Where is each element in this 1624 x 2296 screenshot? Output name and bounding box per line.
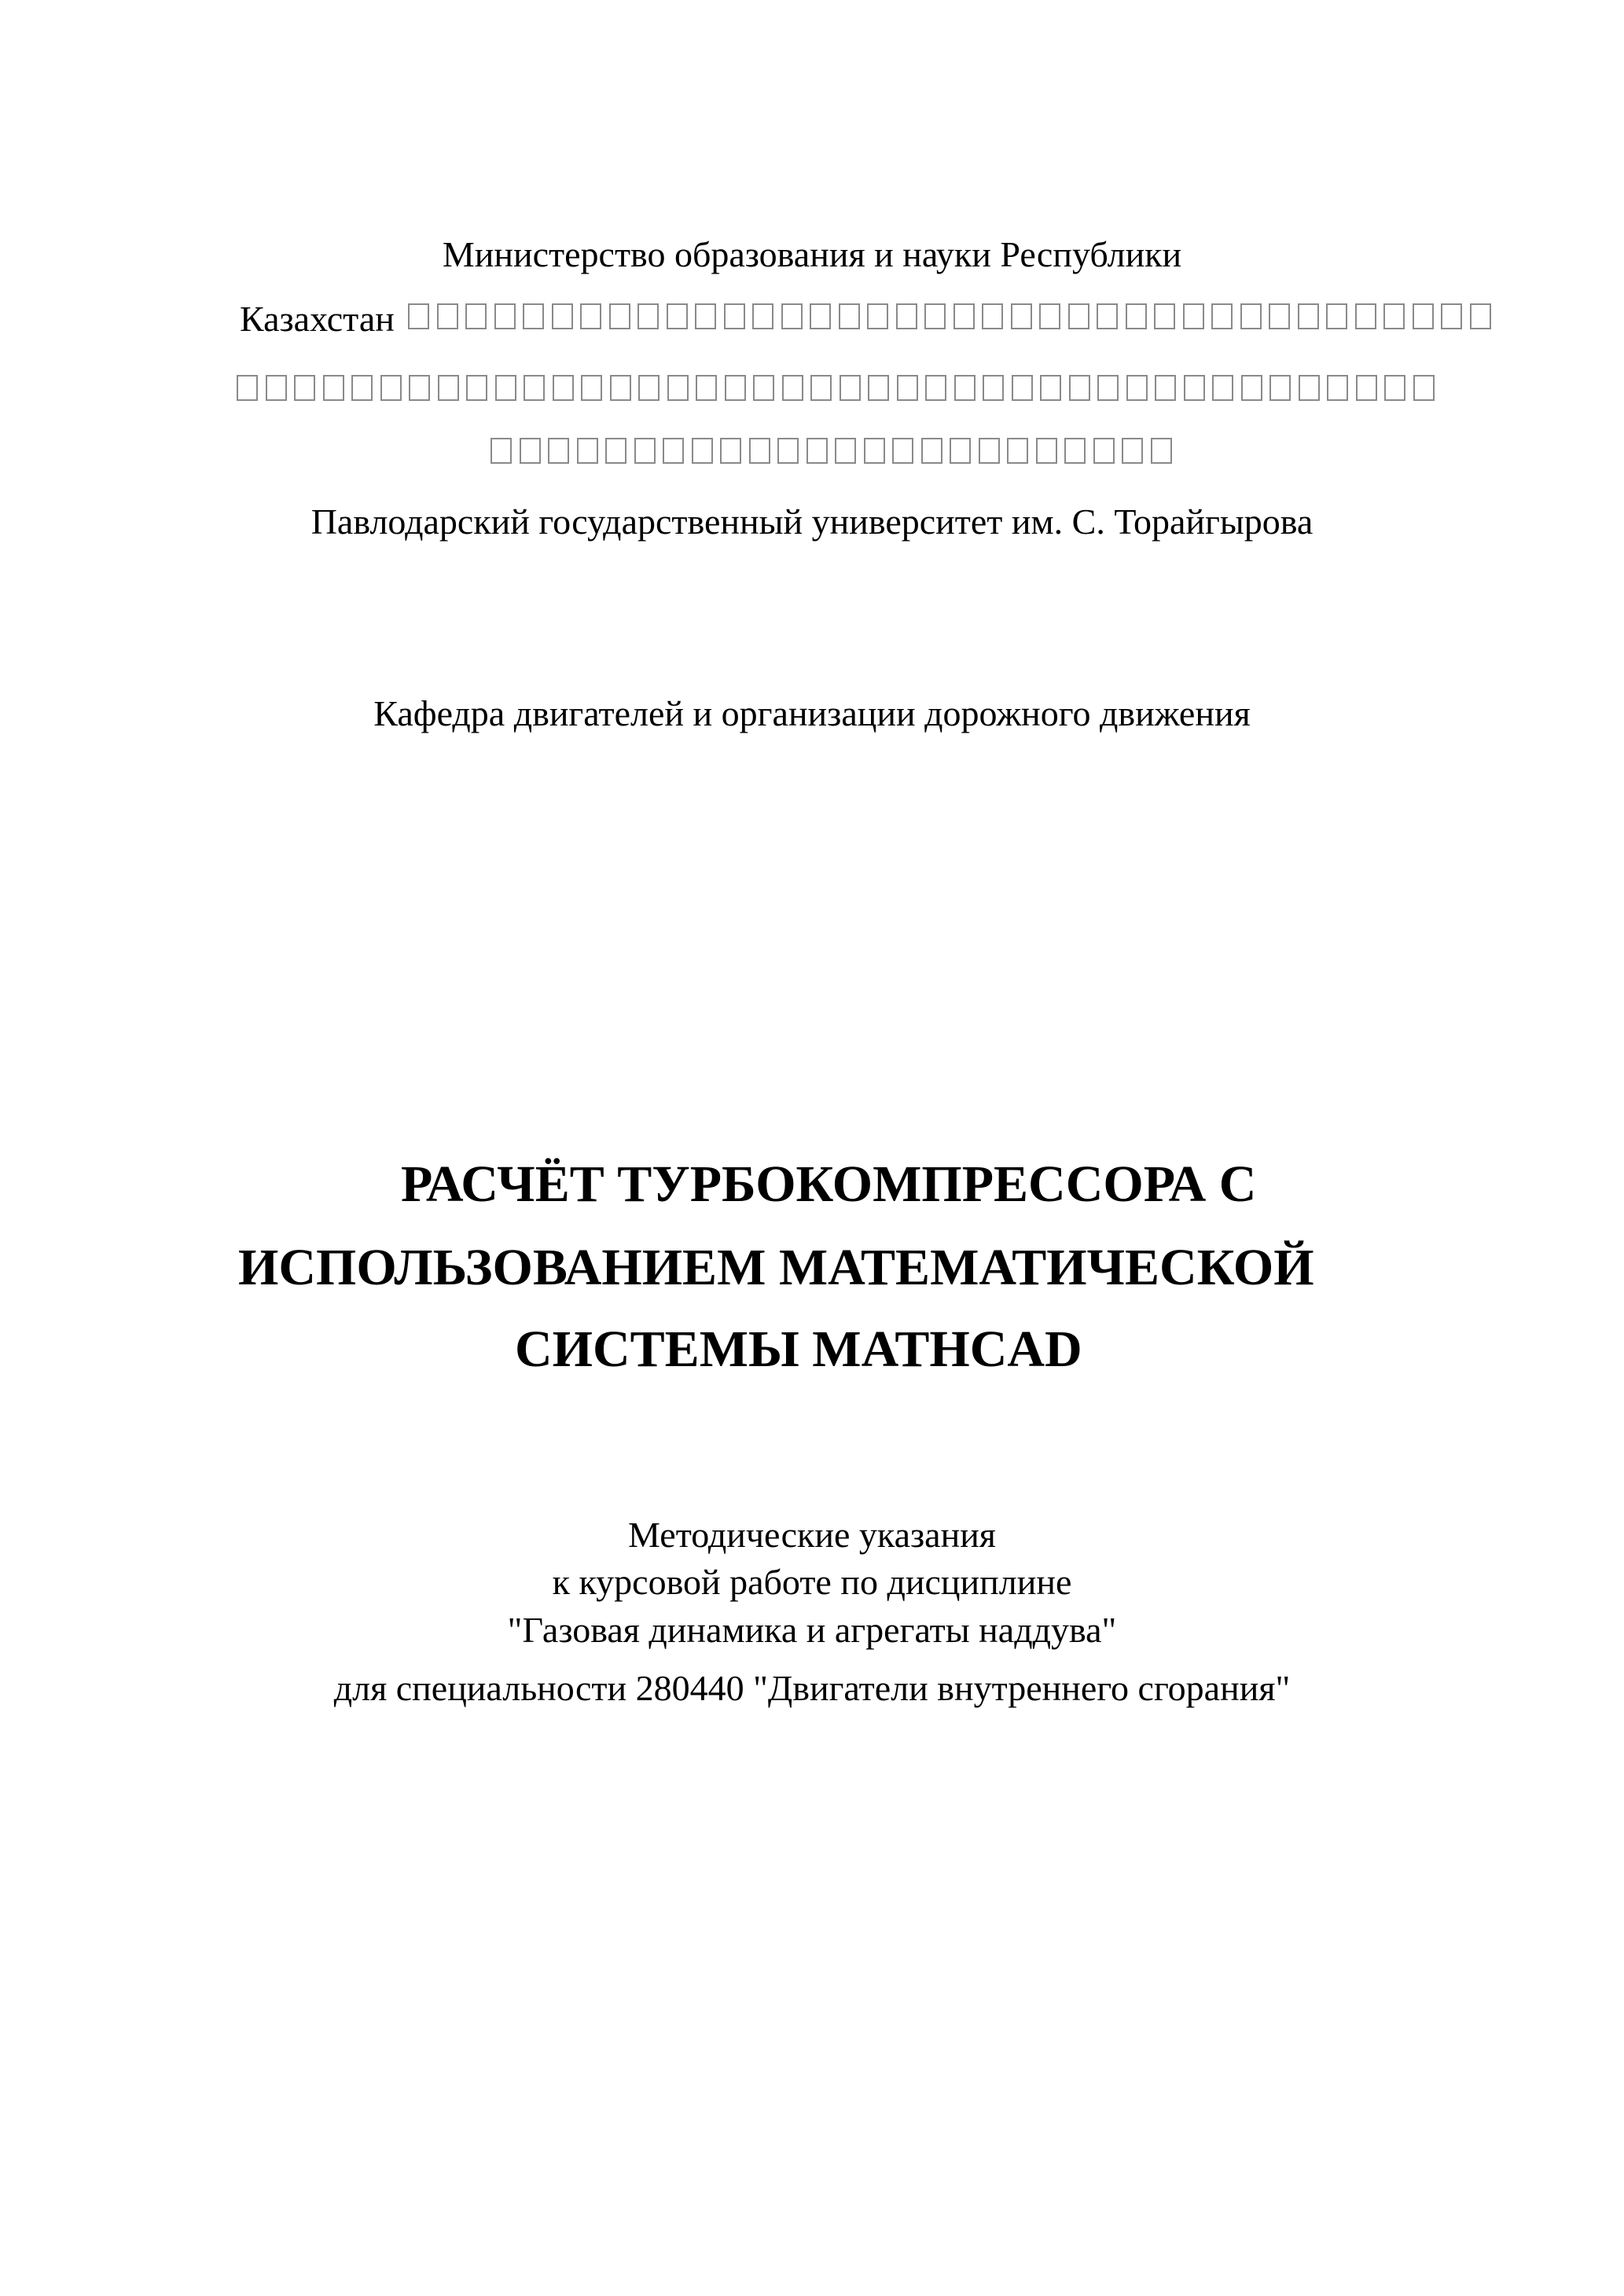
missing-glyph-box (1069, 375, 1090, 401)
missing-glyph-box (491, 438, 512, 464)
missing-glyph-box (864, 438, 885, 464)
missing-glyph-box (610, 375, 631, 401)
missing-glyph-box (523, 303, 544, 329)
missing-glyph-box (810, 303, 831, 329)
missing-glyph-box (1184, 375, 1205, 401)
department-name: Кафедра двигателей и организации дорожного движения (373, 693, 1251, 733)
missing-glyph-box (724, 303, 745, 329)
missing-glyph-box (1126, 375, 1148, 401)
missing-glyph-box (1126, 303, 1147, 329)
missing-glyph-box (867, 303, 888, 329)
missing-glyph-box (1212, 375, 1233, 401)
subtitle-line-2: к курсовой работе по дисциплине (552, 1562, 1072, 1602)
missing-glyph-box (835, 438, 856, 464)
missing-glyph-box (1097, 375, 1119, 401)
university-name: Павлодарский государственный университет им. С. Торайгырова (310, 501, 1314, 542)
missing-glyph-box (1327, 375, 1348, 401)
missing-glyph-box (806, 438, 828, 464)
missing-glyph-box (323, 375, 344, 401)
subtitle-line-3: "Газовая динамика и агрегаты наддува" (507, 1610, 1117, 1650)
missing-glyph-box (1064, 438, 1086, 464)
missing-glyph-box (925, 375, 946, 401)
missing-glyph-row-1 (408, 303, 1498, 335)
ministry-line-2: Казахстан (240, 299, 395, 339)
missing-glyph-box (408, 303, 429, 329)
missing-glyph-box (1068, 303, 1089, 329)
missing-glyph-box (810, 375, 832, 401)
missing-glyph-box (1040, 375, 1061, 401)
missing-glyph-box (983, 375, 1004, 401)
missing-glyph-box (437, 303, 458, 329)
missing-glyph-box (782, 375, 803, 401)
missing-glyph-box (1240, 303, 1262, 329)
missing-glyph-box (1039, 303, 1060, 329)
missing-glyph-box (465, 303, 487, 329)
missing-glyph-box (753, 375, 774, 401)
missing-glyph-box (520, 438, 541, 464)
missing-glyph-box (1036, 438, 1057, 464)
missing-glyph-box (1151, 438, 1172, 464)
missing-glyph-box (921, 438, 942, 464)
missing-glyph-box (1269, 375, 1291, 401)
missing-glyph-box (1155, 375, 1176, 401)
missing-glyph-box (868, 375, 889, 401)
missing-glyph-box (695, 303, 716, 329)
missing-glyph-box (663, 438, 684, 464)
missing-glyph-box (1356, 375, 1377, 401)
missing-glyph-box (495, 375, 516, 401)
missing-glyph-box (667, 375, 689, 401)
missing-glyph-box (953, 303, 975, 329)
missing-glyph-box (897, 375, 918, 401)
missing-glyph-box (1093, 438, 1115, 464)
missing-glyph-box (1299, 375, 1320, 401)
missing-glyph-box (954, 375, 976, 401)
missing-glyph-box (294, 375, 315, 401)
missing-glyph-box (1383, 303, 1405, 329)
title-line-3: СИСТЕМЫ MATHCAD (515, 1321, 1082, 1378)
subtitle-line-4: для специальности 280440 "Двигатели внутреннего сгорания" (333, 1668, 1291, 1708)
missing-glyph-box (637, 303, 659, 329)
missing-glyph-box (548, 438, 569, 464)
missing-glyph-box (749, 438, 770, 464)
missing-glyph-box (237, 375, 258, 401)
missing-glyph-box (580, 303, 601, 329)
missing-glyph-box (1211, 303, 1233, 329)
missing-glyph-box (581, 375, 602, 401)
ministry-line-1: Министерство образования и науки Республики (442, 234, 1182, 274)
missing-glyph-box (1154, 303, 1175, 329)
missing-glyph-box (638, 375, 660, 401)
missing-glyph-box (696, 375, 717, 401)
missing-glyph-box (605, 438, 626, 464)
missing-glyph-box (409, 375, 430, 401)
missing-glyph-box (1241, 375, 1262, 401)
missing-glyph-box (1326, 303, 1347, 329)
missing-glyph-box (1413, 303, 1434, 329)
missing-glyph-box (609, 303, 630, 329)
missing-glyph-box (351, 375, 373, 401)
missing-glyph-box (553, 375, 574, 401)
missing-glyph-box (466, 375, 487, 401)
missing-glyph-row-2 (237, 375, 1442, 406)
missing-glyph-box (1012, 375, 1033, 401)
missing-glyph-box (1355, 303, 1376, 329)
missing-glyph-box (979, 438, 1000, 464)
missing-glyph-box (1470, 303, 1491, 329)
subtitle-line-1: Методические указания (628, 1515, 996, 1555)
missing-glyph-box (1183, 303, 1204, 329)
missing-glyph-box (692, 438, 713, 464)
missing-glyph-box (1298, 303, 1319, 329)
missing-glyph-box (634, 438, 656, 464)
missing-glyph-box (1413, 375, 1435, 401)
missing-glyph-box (839, 303, 860, 329)
missing-glyph-box (1269, 303, 1290, 329)
title-line-2: ИСПОЛЬЗОВАНИЕМ МАТЕМАТИЧЕСКОЙ (238, 1239, 1314, 1296)
missing-glyph-box (380, 375, 402, 401)
missing-glyph-box (1122, 438, 1143, 464)
missing-glyph-box (438, 375, 459, 401)
missing-glyph-box (524, 375, 545, 401)
missing-glyph-box (777, 438, 799, 464)
missing-glyph-box (266, 375, 287, 401)
missing-glyph-box (577, 438, 598, 464)
missing-glyph-box (781, 303, 803, 329)
missing-glyph-box (924, 303, 946, 329)
missing-glyph-box (950, 438, 971, 464)
missing-glyph-box (896, 303, 917, 329)
missing-glyph-box (1097, 303, 1118, 329)
missing-glyph-box (494, 303, 516, 329)
missing-glyph-box (725, 375, 746, 401)
missing-glyph-box (982, 303, 1003, 329)
missing-glyph-box (720, 438, 741, 464)
missing-glyph-box (752, 303, 773, 329)
title-line-1: РАСЧЁТ ТУРБОКОМПРЕССОРА С (401, 1155, 1257, 1213)
missing-glyph-box (892, 438, 913, 464)
missing-glyph-box (1011, 303, 1032, 329)
missing-glyph-box (840, 375, 861, 401)
missing-glyph-box (1384, 375, 1405, 401)
missing-glyph-box (667, 303, 688, 329)
missing-glyph-box (1007, 438, 1028, 464)
missing-glyph-row-3 (491, 438, 1179, 469)
missing-glyph-box (552, 303, 573, 329)
missing-glyph-box (1441, 303, 1462, 329)
